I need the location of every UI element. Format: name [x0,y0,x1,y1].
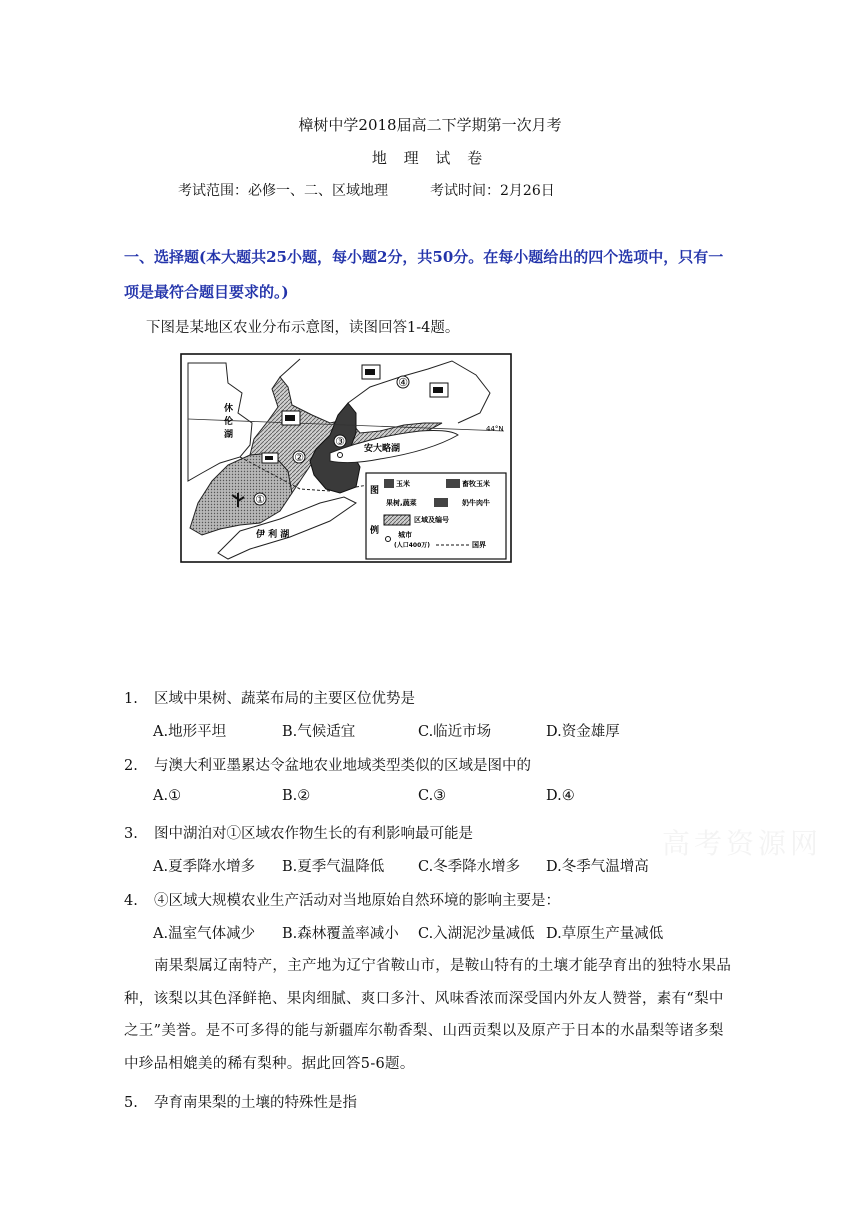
passage-nanguo-pear: 南果梨属辽南特产，主产地为辽宁省鞍山市，是鞍山特有的土壤才能孕育出的独特水果品种，该梨以其色泽鲜艳、果肉细腻、爽口多汁、风味香浓而深受国内外友人赞誉，素有“梨中之王”美誉。是不可多得的能与新疆库尔勒香梨、山西贡梨以及原产于日本的水晶梨等诸多梨中珍品相媲美的稀有梨种。据此回答5-6题。 [124,958,732,1072]
huron-label-3: 湖 [224,430,234,440]
legend-title-1: 图 [370,486,380,496]
subject-title: 地 理 试 卷 [371,149,489,167]
section-heading-line2: 项是最符合题目要求的。) [124,283,289,301]
question-3-options: A.夏季降水增多 B.夏季气温降低 C.冬季降水增多 D.冬季气温增高 [153,859,649,875]
region-2-label: ② [294,451,304,464]
erie-label: 伊 利 湖 [256,530,290,540]
agriculture-map [180,353,512,563]
region-1-label: ① [255,493,265,506]
city-marker [338,453,343,458]
question-4: 4. ④区域大规模农业生产活动对当地原始自然环境的影响主要是： [124,893,560,909]
huron-label-1: 休 [224,404,234,414]
question-4-options: A.温室气体减少 B.森林覆盖率减小 C.入湖泥沙量减低 D.草原生产量减低 [153,926,664,942]
legend-dairy-beef: 奶牛肉牛 [462,499,490,507]
question-5: 5. 孕育南果梨的土壤的特殊性是指 [124,1095,357,1111]
region-4-label: ④ [398,376,408,389]
legend-city: 城市 [398,531,412,539]
legend-fruit-veg: 果树,蔬菜 [386,499,417,507]
legend-livestock-corn: 畜牧玉米 [462,480,490,488]
exam-title: 樟树中学2018届高二下学期第一次月考 [298,116,562,134]
exam-time: 考试时间：2月26日 [430,183,555,199]
legend-city-pop: (人口400万) [394,542,431,549]
region-3-label: ③ [335,435,345,448]
cow-icon [282,411,300,425]
section-heading-line1: 一、选择题(本大题共25小题，每小题2分，共50分。在每小题给出的四个选项中，只有一 [124,248,724,266]
question-2-options: A.① B.② C.③ D.④ [153,788,575,804]
question-1-options: A.地形平坦 B.气候适宜 C.临近市场 D.资金雄厚 [153,724,620,740]
ontario-label: 安大略湖 [364,444,401,454]
legend-corn: 玉米 [396,480,410,488]
question-2: 2. 与澳大利亚墨累达令盆地农业地域类型类似的区域是图中的 [124,758,531,774]
map-intro: 下图是某地区农业分布示意图，读图回答1-4题。 [146,320,460,336]
legend-border: 国界 [472,541,486,549]
exam-info [178,180,555,200]
huron-label-2: 伦 [224,417,234,427]
cow-icon [262,453,278,463]
watermark: 高考资源网 [661,827,822,860]
question-1: 1. 区域中果树、蔬菜布局的主要区位优势是 [124,691,415,707]
legend-title-2: 例 [370,526,380,536]
cow-icon [430,383,448,397]
cow-icon [362,365,380,379]
question-3: 3. 图中湖泊对①区域农作物生长的有利影响最可能是 [124,826,473,842]
legend-region: 区域及编号 [414,516,449,524]
exam-scope: 考试范围：必修一、二、区域地理 [178,183,388,199]
latitude-label: 44°N [486,425,504,433]
